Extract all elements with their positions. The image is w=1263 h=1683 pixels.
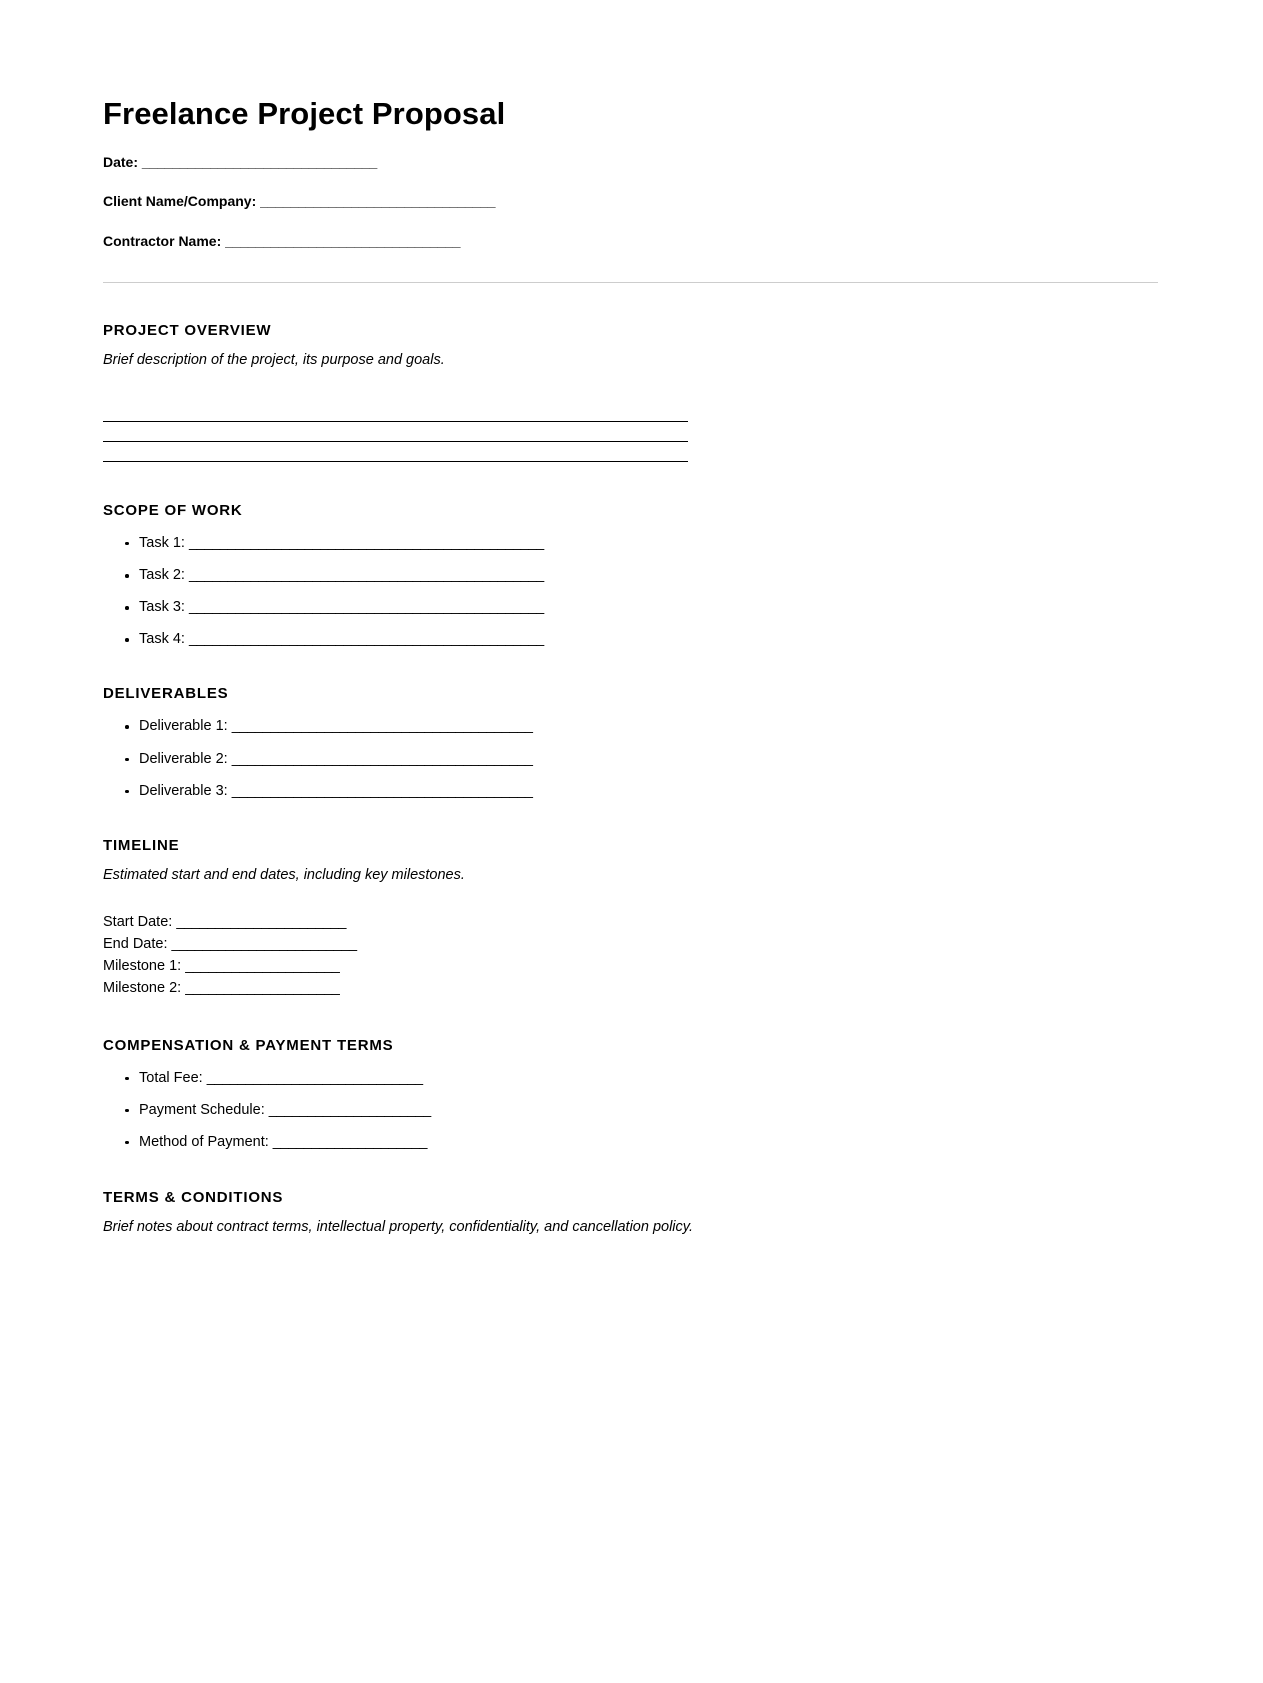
section-heading-project-overview: PROJECT OVERVIEW — [103, 322, 272, 340]
timeline-blank[interactable]: ______________________ — [176, 913, 347, 930]
list-item — [103, 1101, 1160, 1119]
task-blank[interactable]: ______________________________________________ — [188, 567, 544, 583]
section-timeline — [103, 837, 1160, 999]
deliverables-list — [103, 717, 1160, 799]
deliverable-blank[interactable]: _______________________________________ — [231, 718, 533, 735]
section-heading-terms-and-conditions: TERMS & CONDITIONS — [103, 1189, 284, 1207]
timeline-blank[interactable]: ________________________ — [171, 935, 357, 952]
project-overview-blank-line[interactable] — [103, 422, 688, 442]
timeline-blank[interactable]: ____________________ — [185, 957, 340, 974]
section-heading-compensation: COMPENSATION & PAYMENT TERMS — [103, 1036, 394, 1054]
list-item — [103, 1133, 1160, 1151]
field-client-name-label: Client Name/Company: — [103, 193, 257, 210]
list-item — [103, 1069, 1160, 1087]
section-heading-deliverables: DELIVERABLES — [103, 685, 229, 703]
field-date-blank[interactable]: _______________________________ — [141, 153, 378, 170]
field-client-name-blank[interactable]: _______________________________ — [260, 193, 496, 210]
header-divider — [103, 282, 1158, 283]
page-title: Freelance Project Proposal — [103, 96, 506, 131]
timeline-blank[interactable]: ____________________ — [185, 979, 340, 996]
task-label: Task 3: — [139, 599, 185, 616]
deliverable-label: Deliverable 1: — [139, 718, 228, 735]
compensation-blank[interactable]: _____________________ — [268, 1101, 431, 1118]
timeline-label: Milestone 1: — [103, 957, 182, 974]
timeline-field-end-date — [103, 933, 1160, 955]
timeline-field-milestone-2 — [103, 977, 1160, 999]
field-contractor-name-label: Contractor Name: — [103, 233, 222, 250]
list-item — [103, 534, 1160, 552]
deliverable-blank[interactable]: _______________________________________ — [231, 782, 533, 799]
list-item — [103, 566, 1160, 584]
compensation-list — [103, 1069, 1160, 1151]
timeline-label: End Date: — [103, 935, 168, 952]
section-scope-of-work — [103, 502, 1160, 649]
compensation-label: Method of Payment: — [139, 1133, 269, 1150]
timeline-label: Start Date: — [103, 913, 173, 930]
section-note-project-overview: Brief description of the project, its purpose and goals. — [103, 352, 445, 369]
timeline-label: Milestone 2: — [103, 979, 182, 996]
list-item — [103, 598, 1160, 616]
timeline-fields — [103, 911, 1160, 999]
section-heading-scope-of-work: SCOPE OF WORK — [103, 501, 243, 519]
field-date — [103, 154, 1160, 171]
compensation-label: Payment Schedule: — [139, 1101, 265, 1118]
field-contractor-name — [103, 233, 1160, 250]
project-overview-blank-lines — [103, 402, 1160, 462]
field-contractor-name-blank[interactable]: _______________________________ — [225, 233, 461, 250]
section-heading-timeline: TIMELINE — [103, 836, 180, 854]
task-label: Task 4: — [139, 631, 185, 648]
timeline-field-milestone-1 — [103, 955, 1160, 977]
compensation-blank[interactable]: ____________________ — [272, 1133, 428, 1150]
field-client-name — [103, 193, 1160, 210]
deliverable-blank[interactable]: _______________________________________ — [231, 750, 533, 767]
list-item — [103, 717, 1160, 735]
compensation-blank[interactable]: ____________________________ — [206, 1069, 423, 1086]
section-terms-and-conditions — [103, 1189, 1160, 1237]
task-blank[interactable]: ______________________________________________ — [188, 534, 544, 551]
field-date-label: Date: — [103, 153, 139, 170]
project-overview-blank-line[interactable] — [103, 402, 688, 422]
deliverable-label: Deliverable 3: — [139, 782, 228, 799]
task-label: Task 1: — [139, 534, 185, 551]
task-blank[interactable]: ______________________________________________ — [188, 599, 544, 616]
timeline-field-start-date — [103, 911, 1160, 933]
task-label: Task 2: — [139, 567, 185, 583]
section-deliverables — [103, 685, 1160, 799]
list-item — [103, 630, 1160, 648]
list-item — [103, 750, 1160, 768]
project-overview-blank-line[interactable] — [103, 442, 688, 462]
task-blank[interactable]: ______________________________________________ — [188, 631, 544, 648]
list-item — [103, 782, 1160, 800]
section-project-overview — [103, 322, 1160, 462]
scope-of-work-list — [103, 534, 1160, 649]
section-note-timeline: Estimated start and end dates, including key milestones. — [103, 866, 465, 883]
section-compensation — [103, 1037, 1160, 1151]
section-note-terms-and-conditions: Brief notes about contract terms, intellectual property, confidentiality, and cancellation policy. — [103, 1219, 693, 1236]
compensation-label: Total Fee: — [139, 1069, 203, 1086]
deliverable-label: Deliverable 2: — [139, 750, 228, 767]
